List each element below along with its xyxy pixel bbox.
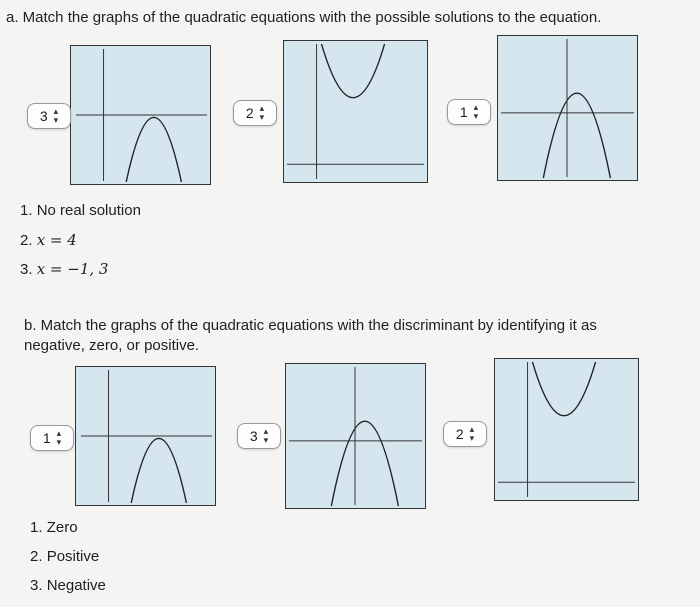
- dropdown-b1[interactable]: [30, 425, 74, 451]
- option-a1: 1. No real solution: [20, 202, 141, 219]
- up-down-chevron-icon: ▴ ▾: [259, 103, 265, 122]
- option-b1: 1. Zero: [30, 519, 78, 536]
- graph-b1: [75, 366, 216, 506]
- dropdown-value: 3: [39, 108, 48, 124]
- up-down-chevron-icon: ▴ ▾: [263, 426, 269, 445]
- up-down-chevron-icon: ▴ ▾: [469, 424, 475, 443]
- dropdown-b2[interactable]: [237, 423, 281, 449]
- dropdown-value: 1: [42, 430, 51, 446]
- option-a3: 3. x = −1, 3: [20, 260, 109, 278]
- graph-a3: [497, 35, 638, 181]
- dropdown-a2[interactable]: [233, 100, 277, 126]
- option-a2: 2. x = 4: [20, 231, 77, 249]
- dropdown-value: 2: [455, 426, 464, 442]
- dropdown-a3[interactable]: [447, 99, 491, 125]
- dropdown-b3[interactable]: [443, 421, 487, 447]
- dropdown-value: 1: [459, 104, 468, 120]
- up-down-chevron-icon: ▴ ▾: [53, 106, 59, 125]
- graph-a1: [70, 45, 211, 185]
- graph-a2: [283, 40, 428, 183]
- dropdown-value: 3: [249, 428, 258, 444]
- dropdown-value: 2: [245, 105, 254, 121]
- graph-b3: [494, 358, 639, 501]
- up-down-chevron-icon: ▴ ▾: [56, 428, 62, 447]
- dropdown-a1[interactable]: [27, 103, 71, 129]
- up-down-chevron-icon: ▴ ▾: [473, 102, 479, 121]
- option-b3: 3. Negative: [30, 577, 106, 594]
- part-a-heading: a. Match the graphs of the quadratic equations with the possible solutions to the equation.: [6, 9, 602, 26]
- part-b-heading: b. Match the graphs of the quadratic equations with the discriminant by identifying it as negative, zero, or positive.: [24, 317, 597, 354]
- option-b2: 2. Positive: [30, 548, 100, 565]
- graph-b2: [285, 363, 426, 509]
